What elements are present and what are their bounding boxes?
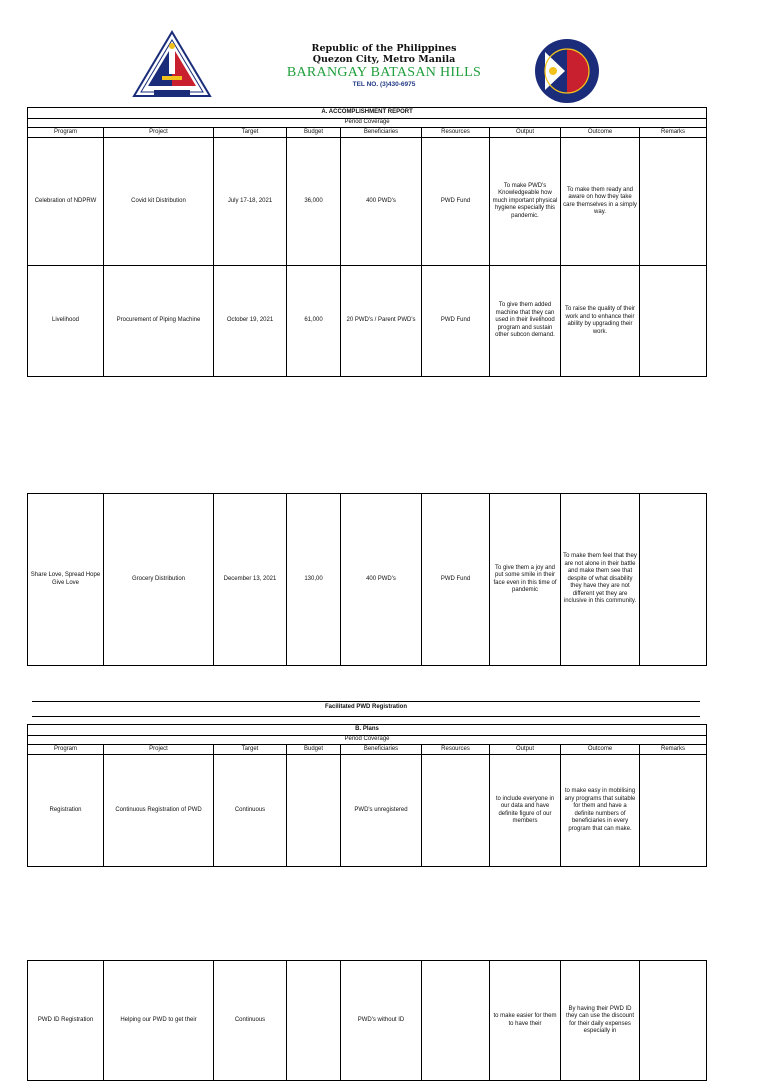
col-header-resources: Resources — [422, 128, 490, 138]
cell-program: Celebration of NDPRW — [28, 138, 104, 266]
col-header-target: Target — [214, 128, 287, 138]
divider — [32, 701, 700, 702]
cell-resources — [422, 755, 490, 867]
cell-output: to include everyone in our data and have definite figure of our members — [490, 755, 561, 867]
section-b-title: B. Plans — [28, 725, 707, 736]
cell-beneficiaries: 400 PWD's — [341, 138, 422, 266]
col-header-project: Project — [104, 128, 214, 138]
barangay-name: BARANGAY BATASAN HILLS — [286, 65, 482, 80]
col-header-target: Target — [214, 745, 287, 755]
table-row — [28, 494, 707, 666]
cell-program: Share Love, Spread Hope Give Love — [28, 494, 104, 666]
cell-remarks — [640, 138, 707, 266]
cell-resources: PWD Fund — [422, 138, 490, 266]
section-b-period: Period Coverage — [28, 736, 707, 745]
cell-budget — [287, 961, 341, 1081]
cell-project: Helping our PWD to get their — [104, 961, 214, 1081]
cell-outcome: By having their PWD ID they can use the discount for their daily expenses especially in — [561, 961, 640, 1081]
col-header-beneficiaries: Beneficiaries — [341, 745, 422, 755]
cell-budget: 61,000 — [287, 266, 341, 377]
cell-program: Registration — [28, 755, 104, 867]
plans-table-continued — [27, 960, 707, 1081]
cell-remarks — [640, 961, 707, 1081]
col-header-remarks: Remarks — [640, 745, 707, 755]
table-row — [28, 755, 707, 867]
letterhead-text — [250, 44, 518, 90]
cell-output: To give them added machine that they can used in their livelihood program and sustain other subcon demand. — [490, 266, 561, 377]
cell-resources: PWD Fund — [422, 494, 490, 666]
cell-beneficiaries: PWD's unregistered — [341, 755, 422, 867]
col-header-outcome: Outcome — [561, 745, 640, 755]
cell-output: To make PWD's Knowledgeable how much important physical hygiene especially this pandemic. — [490, 138, 561, 266]
cell-resources — [422, 961, 490, 1081]
cell-beneficiaries: 20 PWD's / Parent PWD's — [341, 266, 422, 377]
cell-project: Continuous Registration of PWD — [104, 755, 214, 867]
cell-budget: 36,000 — [287, 138, 341, 266]
separator-title: Facilitated PWD Registration — [324, 704, 407, 710]
cell-project: Covid kit Distribution — [104, 138, 214, 266]
cell-outcome: To make them ready and aware on how they take care themselves in a simply way. — [561, 138, 640, 266]
cell-target: October 19, 2021 — [214, 266, 287, 377]
cell-output: to make easier for them to have their — [490, 961, 561, 1081]
plans-table — [27, 724, 707, 867]
col-header-budget: Budget — [287, 128, 341, 138]
cell-beneficiaries: PWD's without ID — [341, 961, 422, 1081]
table-row — [28, 266, 707, 377]
cell-target: Continuous — [214, 755, 287, 867]
column-header-row — [28, 128, 707, 138]
cell-resources: PWD Fund — [422, 266, 490, 377]
col-header-output: Output — [490, 128, 561, 138]
cell-outcome: to make easy in mobilising any programs that suitable for them and have a definite numbers of beneficiaries in every program that can make. — [561, 755, 640, 867]
cell-budget — [287, 755, 341, 867]
cell-target: Continuous — [214, 961, 287, 1081]
cell-project: Procurement of Piping Machine — [104, 266, 214, 377]
cell-outcome: To raise the quality of their work and to enhance their ability by upgrading their work. — [561, 266, 640, 377]
col-header-program: Program — [28, 745, 104, 755]
col-header-resources: Resources — [422, 745, 490, 755]
accomplishment-table — [27, 107, 707, 377]
section-a-title: A. ACCOMPLISHMENT REPORT — [28, 108, 707, 119]
col-header-remarks: Remarks — [640, 128, 707, 138]
cell-target: December 13, 2021 — [214, 494, 287, 666]
quezon-city-seal-icon — [132, 30, 212, 98]
col-header-output: Output — [490, 745, 561, 755]
cell-beneficiaries: 400 PWD's — [341, 494, 422, 666]
col-header-beneficiaries: Beneficiaries — [341, 128, 422, 138]
cell-budget: 130,00 — [287, 494, 341, 666]
divider — [32, 716, 700, 717]
table-row — [28, 961, 707, 1081]
column-header-row — [28, 745, 707, 755]
col-header-outcome: Outcome — [561, 128, 640, 138]
city-line: Quezon City, Metro Manila — [312, 54, 456, 65]
cell-remarks — [640, 266, 707, 377]
barangay-seal-icon — [531, 38, 603, 104]
cell-target: July 17-18, 2021 — [214, 138, 287, 266]
cell-outcome: To make them feel that they are not alone in their battle and make them see that despite of what disability they have they are not different yet they are inclusive in this community. — [561, 494, 640, 666]
accomplishment-table-continued — [27, 493, 707, 666]
col-header-budget: Budget — [287, 745, 341, 755]
letterhead — [0, 0, 768, 106]
section-a-period: Period Coverage — [28, 119, 707, 128]
table-row — [28, 138, 707, 266]
cell-remarks — [640, 494, 707, 666]
cell-program: Livelihood — [28, 266, 104, 377]
col-header-project: Project — [104, 745, 214, 755]
republic-line: Republic of the Philippines — [311, 43, 457, 54]
cell-remarks — [640, 755, 707, 867]
telephone-number: TEL NO. (3)430-6975 — [352, 81, 416, 88]
cell-project: Grocery Distribution — [104, 494, 214, 666]
col-header-program: Program — [28, 128, 104, 138]
cell-output: To give them a joy and put some smile in their face even in this time of pandemic — [490, 494, 561, 666]
cell-program: PWD ID Registration — [28, 961, 104, 1081]
